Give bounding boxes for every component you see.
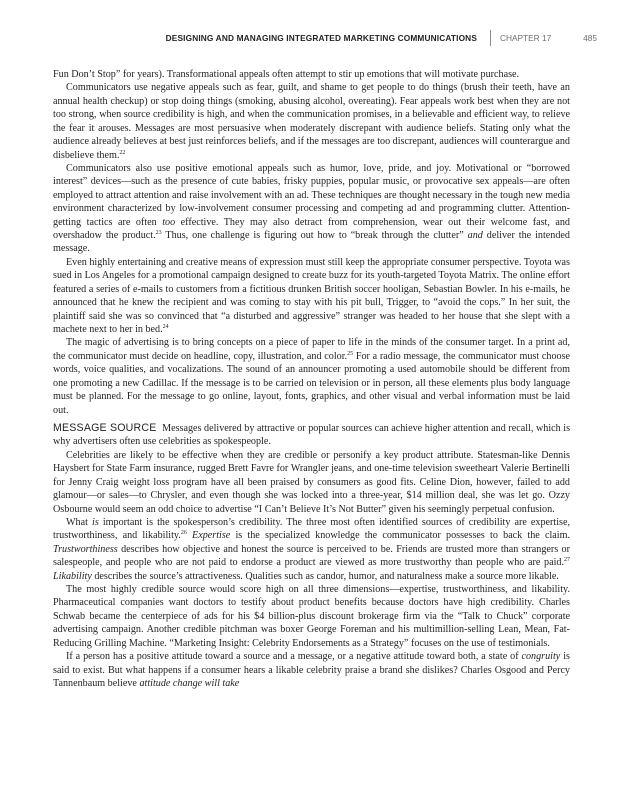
text-run: What [66, 516, 92, 528]
text-run: important is the spokesperson’s credibility. The three most often identified sources of credibility are expertise, trustworthiness, and likability. [53, 516, 570, 542]
text-run: For a radio message, the communicator must choose words, voice qualities, and vocalizations. The sound of an announcer promoting a used automobile should be different from one promoting a new Cadillac. If the message is to be carried on television or in person, all these elements plus body language must be planned. For the message to go online, layout, fonts, graphics, and other visual and verbal information must be laid out. [53, 350, 571, 416]
paragraph-2-text: Communicators use negative appeals such as fear, guilt, and shame to get people to do things (brush their teeth, have an annual health checkup) or stop doing things (smoking, abusing alcohol, overeating). Fear appeals work best when they are not too strong, when source credibility is high, and when the communication promises, in a believable and efficient way, to relieve the fear it arouses. Messages are most persuasive when moderately discrepant with audience beliefs. Stating only what the audience already believes at best just reinforces beliefs, and if the messages are too discrepant, audiences will counterargue and disbelieve them. [53, 82, 570, 161]
text-run: Communicators also use positive emotional appeals such as humor, love, pride, and joy. Motivational or “borrowed interest” devices—such as the presence of cute babies, frisky puppies, popular music, or provocative sex appeals—are often employed to attract attention and raise involvement with an ad. These techniques are thought necessary in the tough new media environment characterized by low-involvement consumer processing and competing ad and programming clutter. Attention-getting tactics are often [53, 162, 570, 228]
running-head-divider [490, 30, 491, 46]
paragraph-4 [53, 256, 570, 337]
note-ref-27: 27 [564, 557, 570, 564]
emphasis: attitude change will take [139, 677, 240, 689]
emphasis: congruity [521, 651, 561, 663]
emphasis: too [162, 216, 176, 228]
chapter-label: CHAPTER 17 [500, 33, 552, 43]
text-run: If a person has a positive attitude toward a source and a message, or a negative attitude toward both, a state of [66, 651, 522, 663]
paragraph-7: Celebrities are likely to be effective when they are credible or personify a key product attribute. Statesman-like Dennis Haysbert for State Farm insurance, rugged Brett Favre for Wrangler jeans, and one-time television sweetheart Valerie Bertinelli for Jenny Craig weight loss program have all been praised by consumers as good fits. Celine Dion, however, failed to add glamour—or sales—to Chrysler, and even though she was locked into a three-year, $14 million deal, she was let go. Ozzy Osbourne would seem an odd choice to advertise “I Can’t Believe It’s Not Butter” given his seemingly perpetual confusion. [53, 449, 570, 515]
emphasis: Likability [53, 570, 92, 582]
emphasis: and [467, 230, 483, 242]
paragraph-4-text: Even highly entertaining and creative means of expression must still keep the appropriate consumer perspective. Toyota was sued in Los Angeles for a promotional campaign designed to create buzz for its youth-targeted Toyota Matrix. The online effort featured a series of e-mails to customers from a fictitious drunken British soccer hooligan, Sebastian Bowler. In his e-mails, he announced that he knew the recipient and was coming to stay with his pit bull, Trigger, to “avoid the cops.” In her suit, the plaintiff said she was so convinced that “a disturbed and aggressive” stranger was headed to her house that she slept with a machete next to her in bed. [53, 256, 570, 336]
paragraph-5 [53, 336, 570, 417]
note-ref-26: 26 [180, 530, 187, 537]
paragraph-1: Fun Don’t Stop” for years). Transformational appeals often attempt to stir up emotions that will motivate purchase. [53, 69, 520, 80]
text-run: deliver the intended message. [53, 230, 570, 255]
running-head [0, 33, 623, 47]
section-heading: MESSAGE SOURCE [53, 421, 157, 434]
paragraph-8 [53, 516, 570, 583]
paragraph-2 [53, 81, 570, 162]
running-head-title: DESIGNING AND MANAGING INTEGRATED MARKETING COMMUNICATIONS [165, 33, 477, 43]
text-run: is said to exist. But what happens if a consumer hears a likable celebrity praise a brand she dislikes? Charles Osgood and Percy Tannenbaum believe [53, 651, 570, 689]
text-run: effective. They may also detract from comprehension, wear out their welcome fast, and overshadow the product. [53, 216, 570, 242]
paragraph-3 [53, 162, 570, 256]
text-run: describes the source’s attractiveness. Qualities such as candor, humor, and naturalness make a source more likable. [91, 570, 559, 582]
paragraph-6-text: Messages delivered by attractive or popular sources can achieve higher attention and recall, which is why advertisers often use celebrities as spokespeople. [53, 422, 571, 448]
paragraph-9: The most highly credible source would score high on all three dimensions—expertise, trustworthiness, and likability. Pharmaceutical companies want doctors to testify about product benefits because doctors have high credibility. Charles Schwab became the centerpiece of ads for his $4 billion-plus discount brokerage firm via the “Talk to Chuck” corporate advertising campaign. Another credible pitchman was boxer George Foreman and his multimillion-selling Lean, Mean, Fat-Reducing Grilling Machine. “Marketing Insight: Celebrity Endorsements as a Strategy” focuses on the use of testimonials. [53, 584, 570, 649]
note-ref-22: 22 [119, 149, 126, 156]
text-run: Thus, one challenge is figuring out how to “break through the clutter” [161, 230, 468, 242]
paragraph-10 [53, 650, 570, 690]
paragraph-6 [53, 422, 570, 449]
text-run: is the specialized knowledge the communicator possesses to back the claim. [230, 530, 570, 542]
body-text [53, 68, 570, 690]
note-ref-25: 25 [347, 350, 354, 357]
note-ref-24: 24 [162, 324, 169, 331]
text-run: describes how objective and honest the source is perceived to be. Friends are trusted more than strangers or salespeople, and people who are not paid to endorse a product are viewed as more trustworthy than people who are paid. [53, 543, 570, 569]
emphasis: is [92, 516, 99, 528]
text-run: The magic of advertising is to bring concepts on a piece of paper to life in the minds of the consumer target. In a print ad, the communicator must decide on headline, copy, illustration, and color. [53, 337, 570, 362]
emphasis: Trustworthiness [53, 543, 118, 555]
emphasis: Expertise [192, 530, 231, 542]
note-ref-23: 23 [155, 230, 162, 237]
page-number: 485 [583, 33, 597, 43]
